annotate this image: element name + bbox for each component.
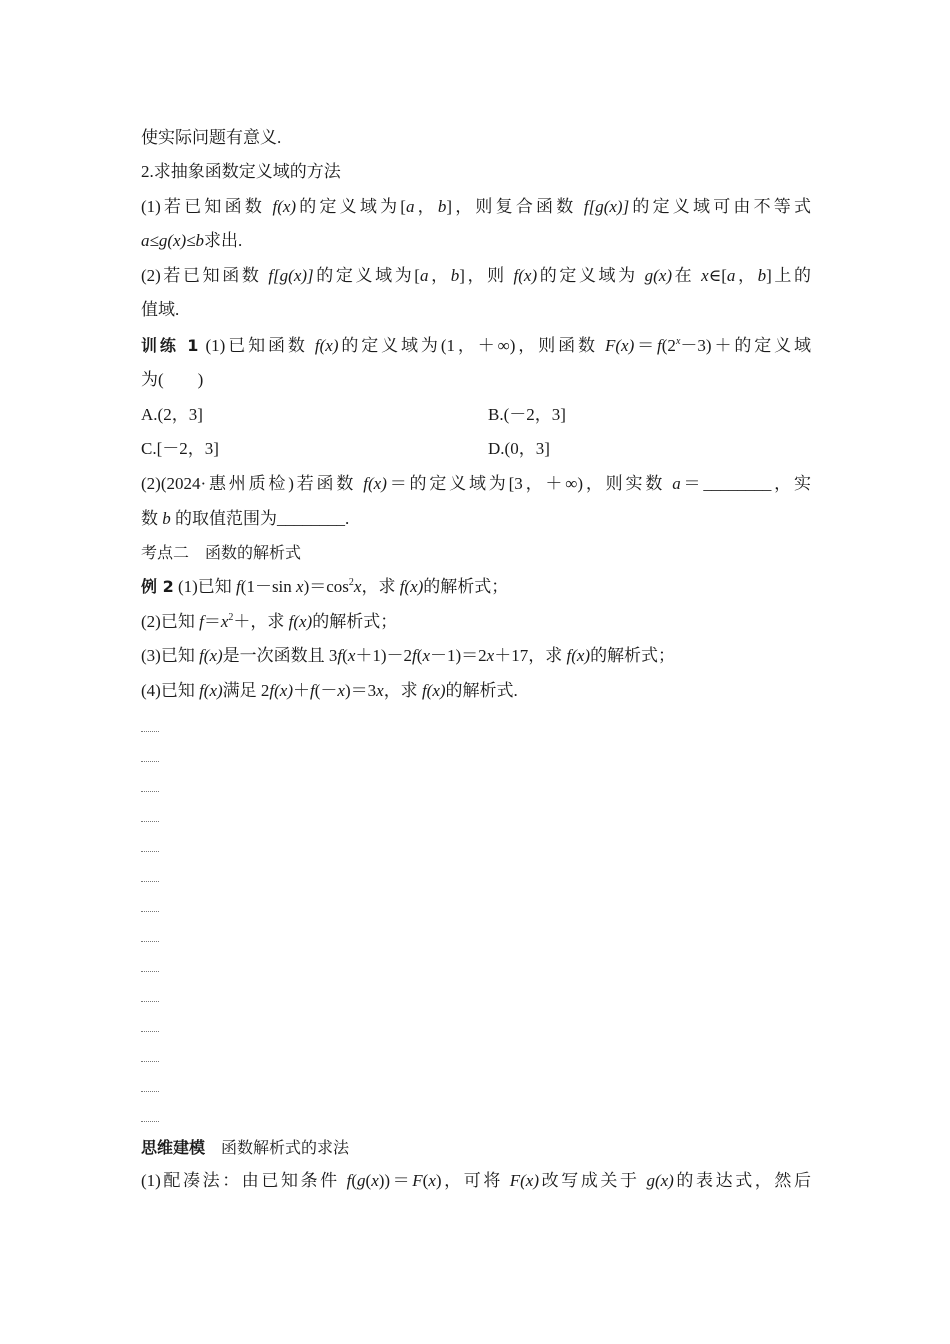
answer-line bbox=[141, 1121, 159, 1123]
thinking-label: 思维建模 bbox=[141, 1138, 206, 1157]
training-1-question-2: (2)(2024·惠州质检)若函数 f(x)＝的定义域为[3，＋∞)，则实数 a＝________，实 bbox=[141, 474, 812, 493]
thinking-model-heading: 思维建模 函数解析式的求法 bbox=[141, 1138, 350, 1157]
options-row-2 bbox=[141, 437, 811, 461]
answer-line bbox=[141, 791, 159, 793]
answer-line bbox=[141, 941, 159, 943]
training-label: 训练 1 bbox=[141, 336, 199, 355]
answer-line bbox=[141, 1001, 159, 1003]
method-heading: 2.求抽象函数定义域的方法 bbox=[141, 162, 341, 181]
answer-line bbox=[141, 881, 159, 883]
answer-line bbox=[141, 761, 159, 763]
option-a: A.(2，3] bbox=[141, 405, 203, 424]
example-2-part-1: 例 2 (1)已知 f(1－sin $x)=\cos^2x$，求 f(x)的解析式； bbox=[141, 577, 509, 596]
text-line-4: a≤g(x)≤b求出. bbox=[141, 231, 243, 250]
thinking-model-part-1: (1)配凑法：由已知条件 f(g(x))＝F(x)，可将 F(x)改写成关于 g(x)的表达式，然后 bbox=[141, 1171, 811, 1190]
example-2-part-3: (3)已知 f(x)是一次函数且 3f(x＋1)－2f(x－1)＝2x＋17，求 f(x)的解析式； bbox=[141, 646, 676, 665]
answer-line bbox=[141, 1031, 159, 1033]
training-1-question-1-cont: 为( ) bbox=[141, 370, 204, 389]
section-2-title: 考点二 函数的解析式 bbox=[141, 543, 302, 562]
text-line-3: (1)若已知函数 f(x)的定义域为[a，b]，则复合函数 f[g(x)]的定义域可由不等式 bbox=[141, 197, 812, 216]
example-2-part-4: (4)已知 f(x)满足 2f(x)＋f(－x)＝3x，求 f(x)的解析式. bbox=[141, 681, 518, 700]
answer-line bbox=[141, 731, 159, 733]
options-row-1 bbox=[141, 403, 811, 427]
example-label: 例 2 bbox=[141, 577, 174, 596]
answer-line bbox=[141, 971, 159, 973]
option-b: B.(－2，3] bbox=[488, 405, 566, 424]
text-line-5: (2)若已知函数 f[g(x)]的定义域为[a，b]，则 f(x)的定义域为 g(x)在 x∈[a，b]上的 bbox=[141, 266, 811, 285]
text-line-1: 使实际问题有意义. bbox=[141, 128, 282, 147]
training-1-question-1: 训练 1 (1)已知函数 f(x)的定义域为(1，＋∞)，则函数 $F(x)=f(2^x-3)+$的定义域 bbox=[141, 336, 811, 355]
answer-line bbox=[141, 1091, 159, 1093]
option-d: D.(0，3] bbox=[488, 439, 550, 458]
option-c: C.[－2，3] bbox=[141, 439, 219, 458]
text-line-6: 值域. bbox=[141, 300, 180, 319]
answer-line bbox=[141, 1061, 159, 1063]
training-1-question-2-cont: 数 b 的取值范围为________. bbox=[141, 509, 350, 528]
answer-line bbox=[141, 851, 159, 853]
answer-line bbox=[141, 911, 159, 913]
answer-line bbox=[141, 821, 159, 823]
example-2-part-2: (2)已知 $f=x^2+$，求 f(x)的解析式； bbox=[141, 612, 398, 631]
